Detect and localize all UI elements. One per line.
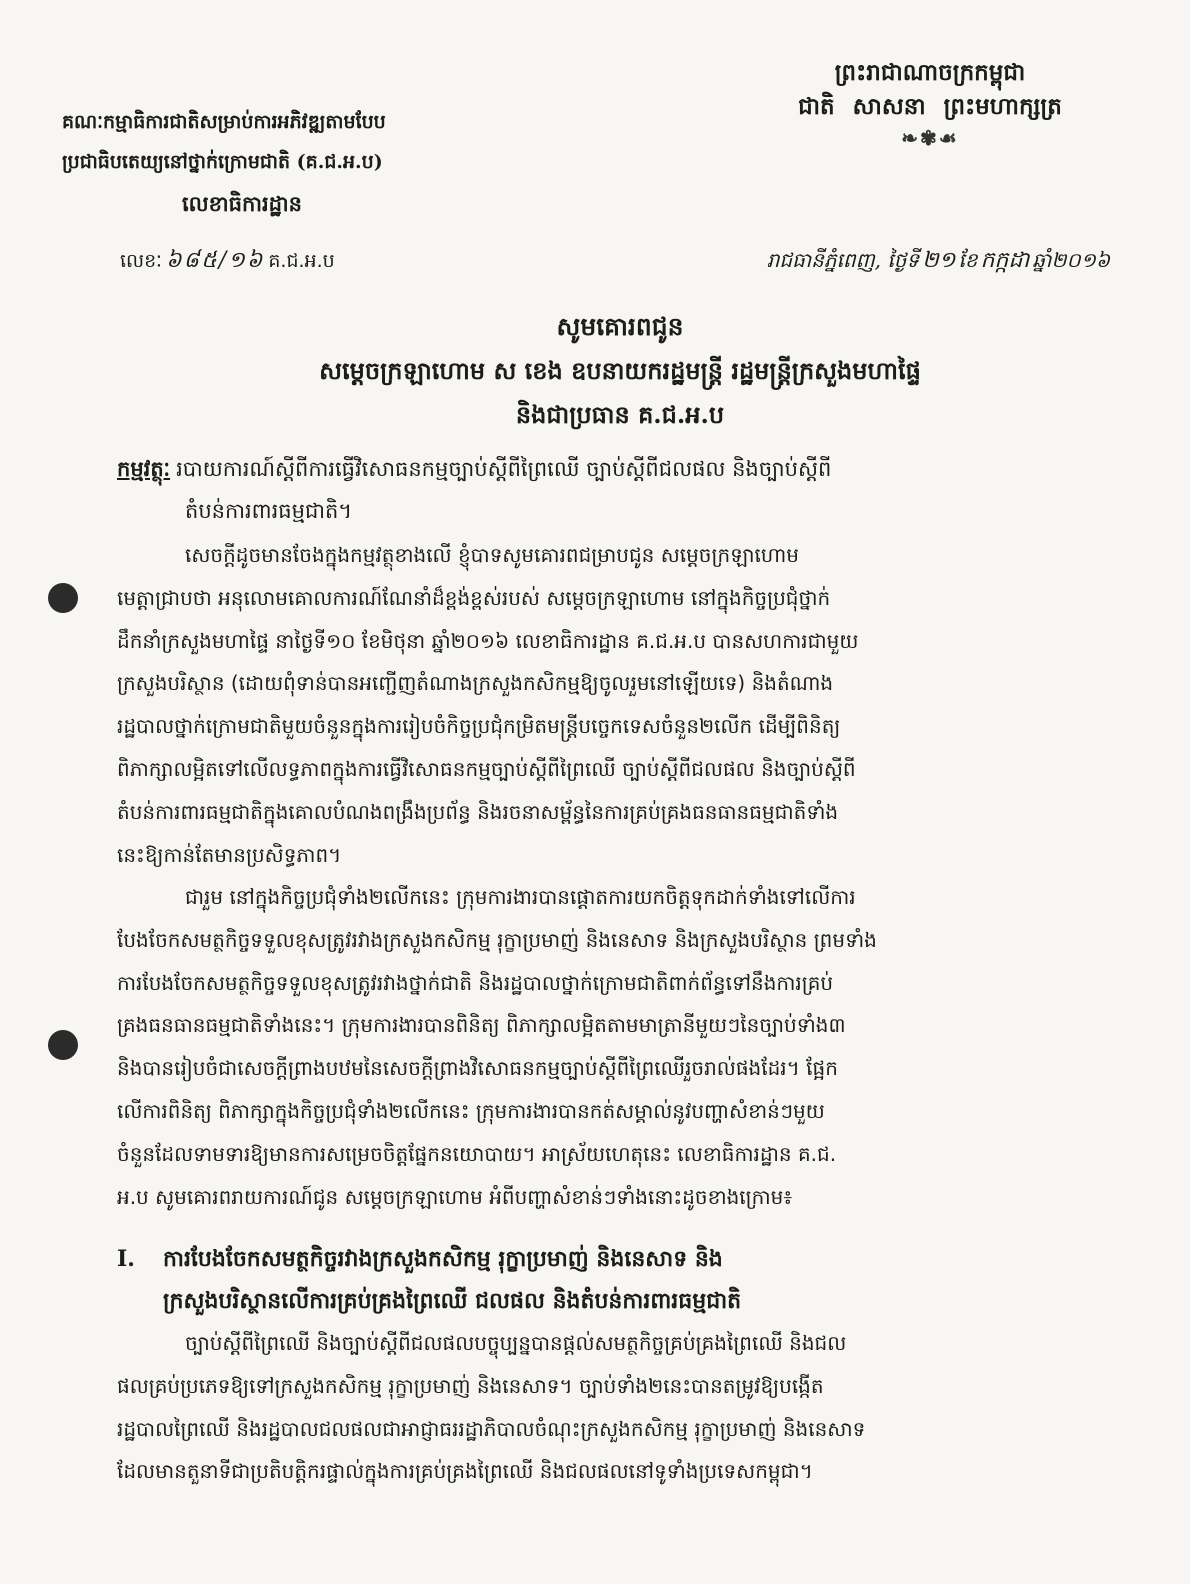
paragraph-line: លើការពិនិត្យ ពិភាក្សាក្នុងកិច្ចប្រជុំទាំង២លើកនេះ ក្រុមការងារបានកត់សម្គាល់នូវបញ្ហាសំខាន់ៗមួយ [117, 1098, 825, 1123]
date-month-label: ខែ [958, 248, 978, 272]
paragraph-line: ដឹកនាំក្រសួងមហាផ្ទៃ នាថ្ងៃទី១០ ខែមិថុនា ឆ្នាំ២០១៦ លេខាធិការដ្ឋាន គ.ជ.អ.ប បានសហការជាមួយ [117, 628, 859, 653]
section-title-line2: ក្រសួងបរិស្ថានលើការគ្រប់គ្រងព្រៃឈើ ជលផល និងតំបន់ការពារធម្មជាតិ [163, 1288, 742, 1314]
org-name-line2: ប្រជាធិបតេយ្យនៅថ្នាក់ក្រោមជាតិ (គ.ជ.អ.ប) [62, 151, 383, 173]
paragraph-line: ពិភាក្សាលម្អិតទៅលើលទ្ធភាពក្នុងការធ្វើវិសោធនកម្មច្បាប់ស្តីពីព្រៃឈើ ច្បាប់ស្តីពីជលផល និងច្បាប់ស្តីពី [117, 756, 856, 781]
paragraph-line: ការបែងចែកសមត្ថកិច្ចទទួលខុសត្រូវរវាងថ្នាក់ជាតិ និងរដ្ឋបាលថ្នាក់ក្រោមជាតិពាក់ព័ន្ធទៅនឹងការគ្រប់ [117, 970, 834, 995]
greeting-title: សូមគោរពជូន [556, 312, 684, 341]
paragraph-line: រដ្ឋបាលថ្នាក់ក្រោមជាតិមួយចំនួនក្នុងការរៀបចំកិច្ចប្រជុំកម្រិតមន្ត្រីបច្ចេកទេសចំនួន២លើក ដើម្បីពិនិត្យ [117, 714, 841, 739]
paragraph-line: ដែលមានតួនាទីជាប្រតិបត្តិករផ្ទាល់ក្នុងការគ្រប់គ្រងព្រៃឈើ និងជលផលនៅទូទាំងប្រទេសកម្ពុជា។ [117, 1459, 813, 1484]
recipient-name: សម្តេចក្រឡាហោម ស ខេង ឧបនាយករដ្ឋមន្ត្រី រដ្ឋមន្ត្រីក្រសួងមហាផ្ទៃ [319, 356, 921, 385]
paragraph-line: នេះឱ្យកាន់តែមានប្រសិទ្ធភាព។ [117, 842, 342, 867]
date-year: ឆ្នាំ២០១៦ [1032, 248, 1110, 272]
org-secretariat: លេខាធិការដ្ឋាន [182, 191, 302, 216]
paragraph-line: គ្រងធនធានធម្មជាតិទាំងនេះ។ ក្រុមការងារបានពិនិត្យ ពិភាក្សាលម្អិតតាមមាត្រានីមួយៗនៃច្បាប់ទាំង៣ [117, 1013, 846, 1038]
ref-number: ៦៨៥/១៦ [165, 248, 265, 273]
date-day: ២១ [922, 248, 956, 273]
date-prefix: រាជធានីភ្នំពេញ, ថ្ងៃទី [766, 248, 920, 272]
paragraph-3 [117, 1322, 1077, 1493]
paragraph-line: បែងចែកសមត្ថកិច្ចទទួលខុសត្រូវរវាងក្រសួងកសិកម្ម រុក្ខាប្រមាញ់ និងនេសាទ និងក្រសួងបរិស្ថាន ព្រមទាំង [117, 927, 877, 952]
subject-block [117, 448, 1077, 532]
paragraph-line: និងបានរៀបចំជាសេចក្តីព្រាងបឋមនៃសេចក្តីព្រាងវិសោធនកម្មច្បាប់ស្តីពីព្រៃឈើរួចរាល់ផងដែរ។ ផ្អែក [117, 1056, 838, 1081]
kingdom-name: ព្រះរាជាណាចក្រកម្ពុជា [834, 59, 1026, 86]
paragraph-line: ច្បាប់ស្តីពីព្រៃឈើ និងច្បាប់ស្តីពីជលផលបច្ចុប្បន្នបានផ្តល់សមត្ថកិច្ចគ្រប់គ្រងព្រៃឈើ និងជល [185, 1331, 847, 1355]
ref-suffix: គ.ជ.អ.ប [268, 250, 335, 272]
punch-hole [48, 1030, 78, 1060]
paragraph-line: ជារួម នៅក្នុងកិច្ចប្រជុំទាំង២លើកនេះ ក្រុមការងារបានផ្តោតការយកចិត្តទុកដាក់ទាំងទៅលើការ [185, 885, 856, 909]
subject-line2: តំបន់ការពារធម្មជាតិ។ [185, 499, 353, 523]
document-date [767, 246, 1110, 278]
paragraph-line: រដ្ឋបាលព្រៃឈើ និងរដ្ឋបាលជលផលជាអាជ្ញាធររដ្ឋាភិបាលចំណុះក្រសួងកសិកម្ម រុក្ខាប្រមាញ់ និងនេសាទ [117, 1416, 866, 1441]
paragraph-1 [117, 534, 1077, 876]
paragraph-line: ក្រសួងបរិស្ថាន (ដោយពុំទាន់បានអញ្ជើញតំណាងក្រសួងកសិកម្មឱ្យចូលរួមនៅឡើយទេ) និងតំណាង [117, 671, 834, 696]
reference-number [120, 246, 335, 278]
ref-label: លេខៈ [120, 250, 162, 272]
paragraph-line: ផលគ្រប់ប្រភេទឱ្យទៅក្រសួងកសិកម្ម រុក្ខាប្រមាញ់ និងនេសាទ។ ច្បាប់ទាំង២នេះបានតម្រូវឱ្យបង្កើត [117, 1373, 824, 1398]
paragraph-line: មេត្តាជ្រាបថា អនុលោមគោលការណ៍ណែនាំដ៏ខ្ពង់ខ្ពស់របស់ សម្តេចក្រឡាហោម នៅក្នុងកិច្ចប្រជុំថ្នាក់ [117, 585, 831, 610]
subject-label: កម្មវត្ថុៈ [117, 457, 171, 481]
paragraph-line: អ.ប សូមគោរពរាយការណ៍ជូន សម្តេចក្រឡាហោម អំពីបញ្ហាសំខាន់ៗទាំងនោះដូចខាងក្រោម៖ [117, 1184, 793, 1209]
date-month: កក្កដា [980, 248, 1030, 273]
section-number: I. [117, 1246, 135, 1272]
section-title-line1: ការបែងចែកសមត្ថកិច្ចរវាងក្រសួងកសិកម្ម រុក្ខាប្រមាញ់ និងនេសាទ និង [163, 1246, 723, 1272]
punch-hole [48, 583, 78, 613]
org-name-line1: គណៈកម្មាធិការជាតិសម្រាប់ការអភិវឌ្ឍតាមបែប [62, 111, 386, 133]
national-motto: ជាតិ សាសនា ព្រះមហាក្សត្រ [798, 93, 1062, 120]
section-1-heading [117, 1238, 1077, 1322]
recipient-role: និងជាប្រធាន គ.ជ.អ.ប [515, 400, 725, 429]
subject-line1: របាយការណ៍ស្តីពីការធ្វើវិសោធនកម្មច្បាប់ស្តីពីព្រៃឈើ ច្បាប់ស្តីពីជលផល និងច្បាប់ស្តីពី [176, 457, 832, 481]
paragraph-line: តំបន់ការពារធម្មជាតិក្នុងគោលបំណងពង្រឹងប្រព័ន្ធ និងរចនាសម្ព័ន្ធនៃការគ្រប់គ្រងធនធានធម្មជាតិទាំង [117, 799, 839, 824]
kingdom-motto [770, 56, 1090, 150]
issuing-organization [62, 102, 532, 226]
paragraph-line: សេចក្តីដូចមានចែងក្នុងកម្មវត្ថុខាងលើ ខ្ញុំបាទសូមគោរពជម្រាបជូន សម្តេចក្រឡាហោម [185, 543, 799, 567]
paragraph-2 [117, 876, 1077, 1218]
paragraph-line: ចំនួនដែលទាមទារឱ្យមានការសម្រេចចិត្តផ្នែកនយោបាយ។ អាស្រ័យហេតុនេះ លេខាធិការដ្ឋាន គ.ជ. [117, 1141, 837, 1166]
ornament-icon: ❧✾☙ [901, 126, 959, 150]
